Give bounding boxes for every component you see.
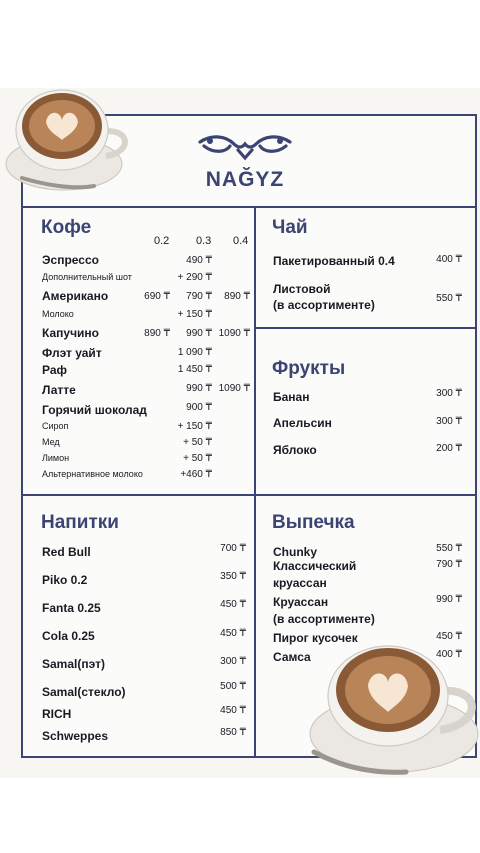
- coffee-item-name: Флэт уайт: [42, 346, 102, 360]
- coffee-cup-bottom-icon: [296, 640, 480, 780]
- fruit-item-price: 200 ₸: [436, 443, 462, 454]
- drink-item-price: 450 ₸: [220, 599, 246, 610]
- coffee-item-name: Американо: [42, 289, 109, 303]
- coffee-item-price-04: 1090 ₸: [218, 328, 250, 339]
- drink-item-name: RICH: [42, 707, 72, 721]
- drink-item-price: 450 ₸: [220, 628, 246, 639]
- coffee-item-price-03: 990 ₸: [186, 383, 212, 394]
- row-divider: [21, 494, 477, 496]
- size-header-02: 0.2: [154, 235, 170, 247]
- bakery-item-name: Классический: [273, 559, 357, 573]
- fruit-item-name: Банан: [273, 390, 310, 404]
- drink-item-price: 700 ₸: [220, 543, 246, 554]
- coffee-item-price: 900 ₸: [186, 402, 212, 413]
- coffee-addon-name: Альтернативное молоко: [42, 469, 143, 479]
- drink-item-price: 850 ₸: [220, 727, 246, 738]
- header-divider: [21, 206, 477, 208]
- coffee-addon-name: Дополнительный шот: [42, 272, 132, 282]
- coffee-addon-name: Сироп: [42, 421, 69, 431]
- fruit-item-price: 300 ₸: [436, 388, 462, 399]
- tea-item-name: Пакетированный 0.4: [273, 254, 395, 268]
- coffee-item-price: 1 090 ₸: [177, 347, 212, 358]
- coffee-item-price: 1 450 ₸: [177, 364, 212, 375]
- drink-item-price: 500 ₸: [220, 681, 246, 692]
- coffee-addon-price: + 290 ₸: [177, 272, 212, 283]
- coffee-addon-price: + 150 ₸: [177, 421, 212, 432]
- tea-item-price: 400 ₸: [436, 254, 462, 265]
- coffee-item-name: Эспрессо: [42, 253, 99, 267]
- coffee-item-price: 490 ₸: [186, 255, 212, 266]
- coffee-item-name: Капучино: [42, 326, 99, 340]
- coffee-addon-price: + 50 ₸: [183, 453, 212, 464]
- coffee-item-price-02: 690 ₸: [144, 291, 170, 302]
- drink-item-name: Schweppes: [42, 729, 109, 743]
- coffee-addon-name: Молоко: [42, 309, 74, 319]
- column-divider: [254, 206, 256, 758]
- bakery-item-price: 990 ₸: [436, 594, 462, 605]
- drink-item-name: Cola 0.25: [42, 629, 95, 643]
- bakery-item-price: 450 ₸: [436, 631, 462, 642]
- bakery-item-name: Пирог кусочек: [273, 631, 358, 645]
- coffee-addon-price: + 50 ₸: [183, 437, 212, 448]
- size-header-04: 0.4: [233, 235, 249, 247]
- bakery-item-price: 400 ₸: [436, 649, 462, 660]
- coffee-addon-name: Мед: [42, 437, 60, 447]
- size-header-03: 0.3: [196, 235, 212, 247]
- drink-item-name: Red Bull: [42, 545, 91, 559]
- bakery-item-name: Самса: [273, 650, 311, 664]
- drink-item-price: 350 ₸: [220, 571, 246, 582]
- drink-item-name: Fanta 0.25: [42, 601, 101, 615]
- coffee-item-price-03: 990 ₸: [186, 328, 212, 339]
- drink-item-name: Samal(пэт): [42, 657, 105, 671]
- tea-item-price: 550 ₸: [436, 293, 462, 304]
- drink-item-price: 300 ₸: [220, 656, 246, 667]
- bakery-item-price: 790 ₸: [436, 559, 462, 570]
- drink-item-price: 450 ₸: [220, 705, 246, 716]
- bakery-item-name: Круассан: [273, 595, 329, 609]
- drink-item-name: Piko 0.2: [42, 573, 88, 587]
- coffee-item-price-04: 1090 ₸: [218, 383, 250, 394]
- bakery-item-name-note: (в ассортименте): [273, 612, 375, 626]
- brand-name: NAĞYZ: [205, 168, 285, 191]
- coffee-item-name: Раф: [42, 363, 68, 377]
- coffee-item-name: Горячий шоколад: [42, 403, 147, 417]
- drinks-section-title: Напитки: [41, 512, 119, 533]
- bakery-item-name-cont: круассан: [273, 576, 327, 590]
- coffee-addon-name: Лимон: [42, 453, 70, 463]
- coffee-item-price-03: 790 ₸: [186, 291, 212, 302]
- tea-item-name-note: (в ассортименте): [273, 298, 375, 312]
- drink-item-name: Samal(стекло): [42, 685, 126, 699]
- coffee-addon-price: + 150 ₸: [177, 309, 212, 320]
- tea-fruits-divider: [254, 327, 477, 329]
- coffee-item-name: Латте: [42, 383, 76, 397]
- coffee-cup-top-icon: [2, 86, 132, 198]
- fruits-section-title: Фрукты: [272, 358, 346, 379]
- coffee-item-price-04: 890 ₸: [224, 291, 250, 302]
- fruit-item-price: 300 ₸: [436, 416, 462, 427]
- bakery-item-price: 550 ₸: [436, 543, 462, 554]
- tea-item-name: Листовой: [273, 282, 331, 296]
- bakery-section-title: Выпечка: [272, 512, 355, 533]
- tea-section-title: Чай: [272, 217, 308, 238]
- bakery-item-name: Chunky: [273, 545, 318, 559]
- coffee-addon-price: +460 ₸: [180, 469, 212, 480]
- coffee-section-title: Кофе: [41, 217, 92, 238]
- fruit-item-name: Апельсин: [273, 416, 332, 430]
- coffee-item-price-02: 890 ₸: [144, 328, 170, 339]
- fruit-item-name: Яблоко: [273, 443, 317, 457]
